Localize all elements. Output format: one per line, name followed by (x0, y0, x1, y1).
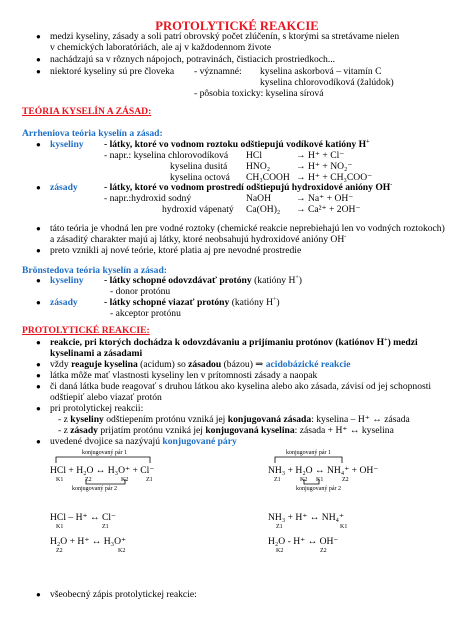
note-text: táto teória je vhodná len pre vodné roztoky (chemické reakcie neprebiehajú len vo vodných roztokoch) (50, 223, 445, 234)
definition: - látky, ktoré vo vodnom prostredí odštiepujú hydroxidové anióny OH- (104, 181, 393, 193)
intro-text: v chemických laboratóriách, ale aj v každodennom živote (50, 42, 272, 53)
bullet-icon: ● (36, 404, 41, 413)
intro-text: niektoré kyseliny sú pre človeka (50, 66, 175, 77)
term-kyseliny: kyseliny (50, 139, 84, 150)
body-text: látka môže mať vlastnosti kyseliny len v prítomnosti zásady a naopak (50, 370, 318, 381)
species-label: Z1 (274, 477, 281, 483)
species-label: K2 (276, 548, 284, 554)
species-label: K2 (300, 477, 308, 483)
example-label: hydroxid vápenatý (162, 204, 234, 215)
formula-products: → H⁺ + CH₃COO⁻ (296, 172, 373, 183)
bullet-icon: ● (36, 371, 41, 380)
definition: - látky schopné odovzdávať protóny (katióny H+) (104, 274, 302, 286)
equation: H₂O + H⁺ ↔ H₃O⁺ (50, 536, 127, 547)
species-label: K1 (56, 524, 64, 530)
body-text: vždy reaguje kyselina (acidum) so zásadou (bázou) ⇒ acidobázické reakcie (50, 359, 351, 370)
subsection-heading: Brönstedova teória kyselín a zásad: (22, 265, 167, 276)
intro-text: medzi kyseliny, zásady a soli patrí obrovský počet zlúčenín, s ktorými sa stretávame nielen (50, 31, 400, 42)
equation: H₂O - H⁺ ↔ OH⁻ (268, 536, 339, 547)
intro-text: nachádzajú sa v rôznych nápojoch, potravinách, čistiacich prostriedkoch... (50, 54, 336, 65)
section-heading: TEÓRIA KYSELÍN A ZÁSAD: (22, 106, 152, 117)
body-text: pri protolytickej reakcii: (50, 403, 144, 414)
species-label: K1 (316, 477, 324, 483)
species-label: Z2 (85, 477, 92, 483)
body-text: - z zásady prijatím protónu vzniká jej konjugovaná kyselina: zásada + H⁺ ↔ kyselina (58, 425, 394, 436)
species-label: Z1 (102, 524, 109, 530)
body-text: odštiepiť alebo viazať protón (50, 392, 162, 403)
intro-text: kyselina askorbová – vitamín C (260, 66, 382, 77)
formula-products: → Ca²⁺ + 2OH⁻ (296, 204, 361, 215)
pair-label: konjugovaný pár 1 (82, 450, 127, 456)
bullet-icon: ● (36, 437, 41, 446)
note-text: preto vznikli aj nové teórie, ktoré platia aj pre nevodné prostredie (50, 245, 302, 256)
body-text: kyselinami a zásadami (50, 348, 143, 359)
bullet-icon: ● (36, 183, 41, 192)
species-label: K1 (340, 524, 348, 530)
example-label: - napr.:hydroxid sodný (104, 193, 192, 204)
species-label: K2 (118, 548, 126, 554)
bullet-icon: ● (36, 55, 41, 64)
bullet-icon: ● (36, 246, 41, 255)
intro-text: - významné: (194, 66, 242, 77)
bullet-icon: ● (36, 67, 41, 76)
bullet-icon: ● (36, 360, 41, 369)
formula-products: → Na⁺ + OH⁻ (296, 193, 354, 204)
body-text: či daná látka bude reagovať s druhou látkou ako kyselina alebo ako zásada, závisí od jej schopnosti (50, 381, 432, 392)
formula: NaOH (246, 193, 272, 204)
equation: HCl + H₂O ↔ H₃O⁺ + Cl⁻ (50, 465, 155, 476)
equation: NH₃ + H⁺ ↔ NH₄⁺ (268, 512, 345, 523)
body-text: - z kyseliny odštiepením protónu vzniká jej konjugovaná zásada: kyselina – H⁺ ↔ zásada (58, 414, 410, 425)
note-text: a zásaditý charakter majú aj látky, ktoré neobsahujú hydroxidové anióny OH- (50, 233, 347, 245)
bullet-icon: ● (36, 276, 41, 285)
definition: - látky, ktoré vo vodnom roztoku odštiepujú vodíkové katióny H+ (104, 138, 370, 150)
formula-products: → H⁺ + Cl⁻ (296, 150, 345, 161)
definition-note: - donor protónu (110, 286, 171, 297)
formula: HCl (246, 150, 262, 161)
formula: CH₃COOH (246, 172, 290, 183)
bullet-icon: ● (36, 224, 41, 233)
intro-text: - pôsobia toxicky: kyselina sírová (194, 88, 324, 99)
page-title: PROTOLYTICKÉ REAKCIE (155, 19, 319, 33)
body-text: všeobecný zápis protolytickej reakcie: (50, 589, 197, 600)
term-zasady: zásady (50, 297, 78, 308)
pair-label: konjugovaný pár 2 (296, 486, 341, 492)
formula: HNO₂ (246, 161, 271, 172)
bullet-icon: ● (36, 338, 41, 347)
species-label: Z2 (56, 548, 63, 554)
term-kyseliny: kyseliny (50, 275, 84, 286)
term-zasady: zásady (50, 182, 78, 193)
example-label: kyselina dusitá (170, 161, 228, 172)
formula-products: → H⁺ + NO₂⁻ (296, 161, 353, 172)
species-label: K1 (56, 477, 64, 483)
formula: Ca(OH)₂ (246, 204, 281, 215)
pair-label: konjugovaný pár 1 (286, 450, 331, 456)
section-heading: PROTOLYTICKÉ REAKCIE: (22, 325, 150, 336)
bullet-icon: ● (36, 298, 41, 307)
example-label: kyselina octová (170, 172, 230, 183)
species-label: K2 (121, 477, 129, 483)
bullet-icon: ● (36, 32, 41, 41)
subsection-heading: Arrheniova teória kyselín a zásad: (22, 128, 163, 139)
body-text: reakcie, pri ktorých dochádza k odovzdávaniu a prijímaniu protónov (katiónov H+) medzi (50, 336, 418, 348)
definition-note: - akceptor protónu (110, 308, 181, 319)
species-label: Z1 (276, 524, 283, 530)
bullet-icon: ● (36, 140, 41, 149)
pair-label: konjugovaný pár 2 (72, 486, 117, 492)
intro-text: kyselina chlorovodíková (žalúdok) (260, 77, 394, 88)
bullet-icon: ● (36, 590, 41, 599)
example-label: - napr.: kyselina chlorovodíková (104, 150, 229, 161)
definition: - látky schopné viazať protóny (katióny H+) (104, 296, 280, 308)
body-text: uvedené dvojice sa nazývajú konjugované páry (50, 436, 237, 447)
species-label: Z2 (320, 548, 327, 554)
equation: NH₃ + H₂O ↔ NH₄⁺ + OH⁻ (268, 465, 379, 476)
equation: HCl – H⁺ ↔ Cl⁻ (50, 512, 117, 523)
bullet-icon: ● (36, 382, 41, 391)
species-label: Z1 (146, 477, 153, 483)
species-label: Z2 (342, 477, 349, 483)
